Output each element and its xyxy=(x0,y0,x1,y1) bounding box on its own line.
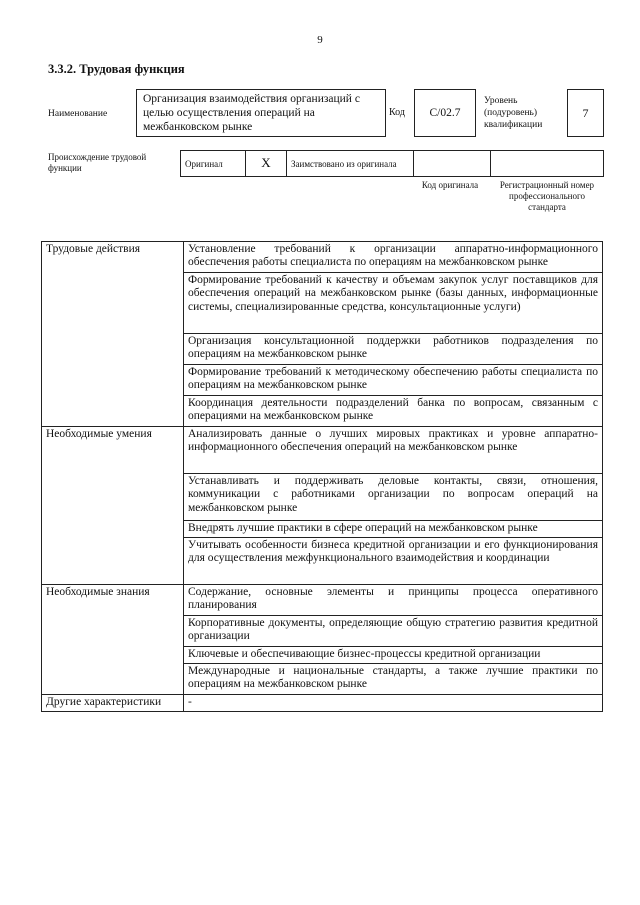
table-row xyxy=(42,585,603,616)
knowledge-category: Необходимые знания xyxy=(42,585,184,695)
action-item: Координация деятельности подразделений банка по вопросам, связанным с операциями на межбанковском рынке xyxy=(184,396,603,427)
action-item: Установление требований к организации аппаратно-информационного обеспечения работы специалиста по операциям на межбанковском рынке xyxy=(184,242,603,273)
table-row xyxy=(42,242,603,273)
level-label-line-3: квалификации xyxy=(484,120,543,130)
knowledge-item: Ключевые и обеспечивающие бизнес-процессы кредитной организации xyxy=(184,647,603,664)
original-mark-cell xyxy=(246,151,287,177)
skill-item: Анализировать данные о лучших мировых практиках и уровне аппаратно-информационного обеспечения операций на межбанковском рынке xyxy=(184,427,603,474)
code-value: С/02.7 xyxy=(429,107,461,119)
level-label-line-1: Уровень xyxy=(484,96,518,106)
page-number: 9 xyxy=(317,34,323,46)
skill-item: Учитывать особенности бизнеса кредитной организации и его функционирования для осуществления межфункционального взаимодействия и координации xyxy=(184,538,603,585)
name-label: Наименование xyxy=(48,109,108,119)
original-label: Оригинал xyxy=(185,158,223,169)
origin-label: Происхождение трудовой функции xyxy=(48,152,147,173)
knowledge-item: Международные и национальные стандарты, а также лучшие практики по операциям на межбанковском рынке xyxy=(184,664,603,695)
function-name-box: Организация взаимодействия организаций с целью осуществления операций на межбанковском рынке xyxy=(136,89,386,137)
other-value: - xyxy=(184,695,603,712)
skills-category: Необходимые умения xyxy=(42,427,184,585)
code-box xyxy=(414,89,476,137)
code-label: Код xyxy=(389,107,405,118)
actions-category: Трудовые действия xyxy=(42,242,184,427)
table-row xyxy=(42,427,603,474)
level-value: 7 xyxy=(582,105,589,120)
registration-number-cell xyxy=(491,151,604,177)
level-label-line-2: (подуровень) xyxy=(484,108,538,118)
origin-table xyxy=(180,150,604,177)
action-item: Формирование требований к методическому обеспечению работы специалиста по операциям на межбанковском рынке xyxy=(184,365,603,396)
skill-item: Устанавливать и поддерживать деловые контакты, связи, отношения, коммуникации с работниками организации по вопросам операций на межбанковском рынке xyxy=(184,474,603,521)
table-row xyxy=(42,695,603,712)
action-item: Организация консультационной поддержки работников подразделения по операциям на межбанковском рынке xyxy=(184,334,603,365)
section-title: 3.3.2. Трудовая функция xyxy=(48,62,185,76)
level-box xyxy=(567,89,604,137)
original-code-caption: Код оригинала xyxy=(421,180,479,190)
borrowed-cell xyxy=(287,151,414,177)
skill-item: Внедрять лучшие практики в сфере операций на межбанковском рынке xyxy=(184,521,603,538)
original-mark: X xyxy=(261,155,271,170)
knowledge-item: Корпоративные документы, определяющие общую стратегию развития кредитной организации xyxy=(184,616,603,647)
original-label-cell xyxy=(181,151,246,177)
function-details-table xyxy=(41,241,603,712)
original-code-cell xyxy=(414,151,491,177)
borrowed-label: Заимствовано из оригинала xyxy=(291,158,397,169)
knowledge-item: Содержание, основные элементы и принципы процесса оперативного планирования xyxy=(184,585,603,616)
action-item: Формирование требований к качеству и объемам закупок услуг поставщиков для обеспечения операций на межбанковском рынке (базы данных, информационные системы, специализированные средства, консультационные услуги) xyxy=(184,273,603,334)
other-category: Другие характеристики xyxy=(42,695,184,712)
registration-number-caption: Регистрационный номер профессионального стандарта xyxy=(499,180,595,212)
level-label xyxy=(484,95,542,131)
